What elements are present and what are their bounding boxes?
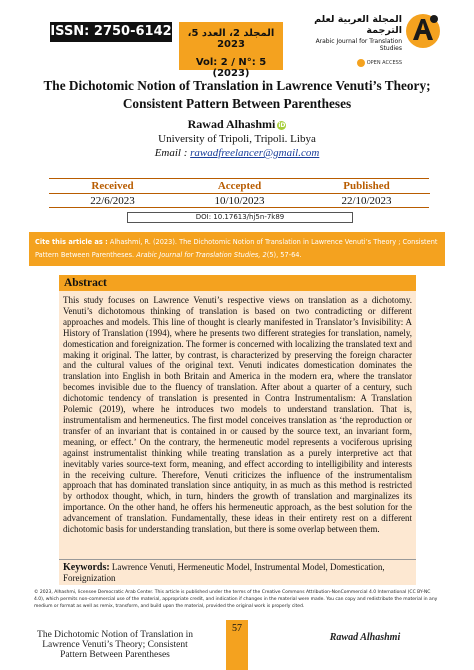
email-link[interactable]: rawadfreelancer@gmail.com	[190, 147, 320, 159]
author-name: Rawad Alhashmi	[187, 117, 276, 131]
citation-text: Alhashmi, R. (2023). The Dichotomic Notion of Translation in Lawrence Venuti’s Theory ; Consistent Pattern Between Parentheses.	[35, 238, 438, 259]
issn-badge: ISSN: 2750-6142	[50, 22, 172, 42]
doi-box[interactable]: DOI: 10.17613/hj5n-7k89	[127, 212, 353, 223]
open-access-icon	[357, 59, 365, 67]
journal-logo-icon	[404, 10, 442, 50]
received-date: 22/6/2023	[49, 193, 176, 208]
abstract-heading: Abstract	[59, 275, 416, 291]
keywords-text: Lawrence Venuti, Hermeneutic Model, Instrumental Model, Domestication, Foreignization	[63, 562, 385, 583]
keywords-label: Keywords:	[63, 562, 110, 573]
journal-name	[292, 14, 402, 71]
author-line	[0, 117, 474, 132]
accepted-label: Accepted	[217, 180, 262, 192]
footer-running-title: The Dichotomic Notion of Translation in Lawrence Venuti’s Theory; Consistent Pattern Between Parentheses	[37, 630, 193, 660]
journal-name-arabic: المجلة العربية لعلم الترجمة	[314, 14, 402, 36]
volume-english: Vol: 2 / N°: 5 (2023)	[195, 57, 267, 79]
accepted-column	[176, 179, 303, 208]
email-label: Email :	[154, 147, 188, 159]
author-email-line	[0, 147, 474, 159]
volume-arabic: المجلد 2، العدد 5، 2023	[187, 28, 275, 50]
license-notice: © 2023, Alhashmi, licensee Democratic Arab Center. This article is published under the terms of the Creative Commons Attribution-NonCommercial 4.0 International (CC BY-NC 4.0), which permits non-commercial use of the material, appropriate credit, and indication if changes in the material were made. You can copy and redistribute the material in any medium or format as well as remix, transform, and build upon the material, provided the original work is properly cited.	[34, 590, 438, 609]
received-label: Received	[91, 180, 134, 192]
citation-pages: (5), 57-64.	[266, 251, 302, 259]
author-affiliation: University of Tripoli, Tripoli. Libya	[158, 133, 316, 145]
accepted-date: 10/10/2023	[176, 193, 303, 208]
journal-name-english: Arabic Journal for Translation Studies	[315, 38, 402, 52]
article-title: The Dichotomic Notion of Translation in Lawrence Venuti’s Theory; Consistent Pattern Between Parentheses	[43, 78, 431, 111]
published-column	[303, 179, 430, 208]
citation-label: Cite this article as :	[35, 238, 108, 246]
dates-table	[49, 178, 429, 208]
volume-badge	[179, 22, 283, 79]
keywords-box	[59, 559, 416, 585]
footer-author: Rawad Alhashmi	[329, 632, 401, 643]
open-access-label: OPEN ACCESS	[366, 60, 402, 66]
published-label: Published	[343, 180, 390, 192]
orcid-icon[interactable]: iD	[278, 122, 286, 129]
page-footer	[0, 620, 474, 670]
citation-box	[29, 232, 445, 266]
open-access-badge	[357, 59, 402, 67]
published-date: 22/10/2023	[303, 193, 430, 208]
page-number: 57	[226, 620, 248, 670]
abstract-body: This study focuses on Lawrence Venuti’s respective views on translation as a dichotomy. Venuti’s dichotomous thinking of translation is based on two contradicting or different approaches and models. This line of thought is clearly manifested in Translator’s Invisibility: A History of Translation (1994), where he presents two different strategies for translation, namely, domestication and foreignization. The former is concerned with localizing the translated text and making it original. The latter, by contrast, is characterized by preserving the foreign character and the cultural values of the original text. Venuti indicates domestication dominates the translation into English in both Britain and America in the modern era, where the translator becomes invisible due to the fluency of translation. After about a quarter of a century, such dichotomic tendency of translation is presented in Contra Instrumentalism: A Translation Polemic (2019), where he introduces two models to understand translation. That is, instrumentalism and hermeneutics. The first model conceives translation as ‘the reproduction or transfer of an invariant that is contained in or caused by the source text, an invariant form, meaning, or effect.’ On the contrary, the hermeneutic model represents a vociferous uprising against instrumentalist thinking while treating translation as a purely interpretive act that inevitably varies source-text form, meaning, and effect according to intelligibility and interests in the receiving culture. Therefore, Venuti criticizes the influence of the instrumentalism approach that has dominated translation since antiquity, in as much as this method is restricted by orthodox thought, which, in turn, hinders the growth of translation and marginalizes its importance. On the other hand, he offers his hermeneutic approach, as the best solution for the advancement of translation. Fundamentally, these ideas in their entirety rest on a different dichotomic basis for understanding translation, but there is some overlap between them.	[59, 291, 416, 559]
citation-journal: Arabic Journal for Translation Studies, 2	[136, 251, 267, 259]
received-column	[49, 179, 176, 208]
